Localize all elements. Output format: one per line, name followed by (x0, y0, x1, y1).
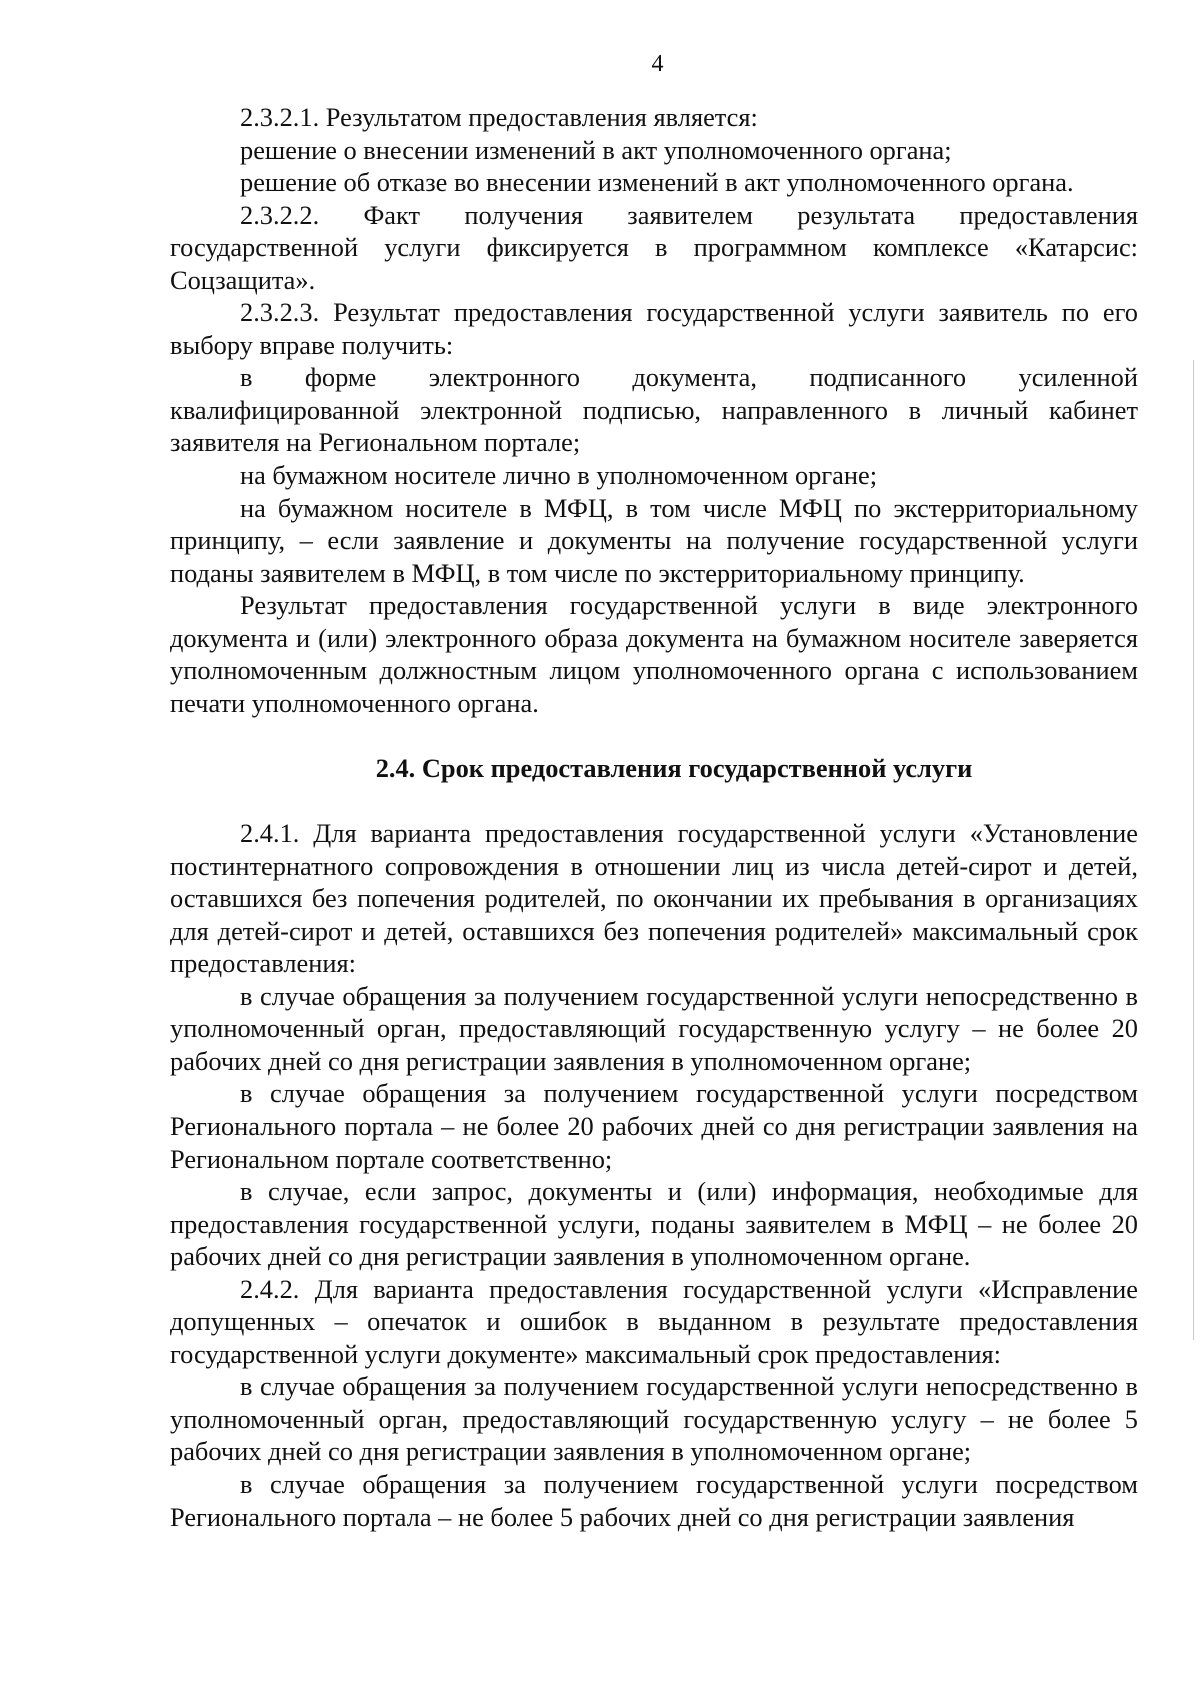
blank-line (170, 719, 1138, 752)
paragraph-2-4-2: 2.4.2. Для варианта предоставления государственной услуги «Исправление допущенных – опечаток и ошибок в выданном в результате предоставления государственной услуги документе» максимальный срок предоставления: (170, 1273, 1138, 1369)
paragraph-portal-20-days: в случае обращения за получением государственной услуги посредством Регионального портала – не более 20 рабочих дней со дня регистрации заявления на Региональном портале соответственно; (170, 1078, 1138, 1174)
paragraph-paper-mfc: на бумажном носителе в МФЦ, в том числе МФЦ по экстерриториальному принципу, – если заявление и документы на получение государственной услуги поданы заявителем в МФЦ, в том числе по экстерриториальному принципу. (170, 492, 1138, 588)
paragraph-direct-5-days: в случае обращения за получением государственной услуги непосредственно в уполномоченный орган, предоставляющий государственную услугу – не более 5 рабочих дней со дня регистрации заявления в уполномоченном органе; (170, 1371, 1138, 1467)
paragraph-paper-in-person: на бумажном носителе лично в уполномоченном органе; (240, 460, 878, 491)
paragraph-2-3-2-3: 2.3.2.3. Результат предоставления государственной услуги заявитель по его выбору вправе получить: (170, 297, 1138, 360)
paragraph-certification: Результат предоставления государственной услуги в виде электронного документа и (или) электронного образа документа на бумажном носителе заверяется уполномоченным должностным лицом уполномоченного органа с использованием печати уполномоченного органа. (170, 590, 1138, 718)
paragraph-result-refusal: решение об отказе во внесении изменений в акт уполномоченного органа. (240, 167, 1074, 198)
paragraph-electronic-form: в форме электронного документа, подписанного усиленной квалифицированной электронной подписью, направленного в личный кабинет заявителя на Региональном портале; (170, 362, 1138, 458)
paragraph-mfc-20-days: в случае, если запрос, документы и (или) информация, необходимые для предоставления государственной услуги, поданы заявителем в МФЦ – не более 20 рабочих дней со дня регистрации заявления в уполномоченном органе. (170, 1176, 1138, 1272)
section-heading-2-4: 2.4. Срок предоставления государственной услуги (375, 752, 973, 783)
paragraph-result-change: решение о внесении изменений в акт уполномоченного органа; (240, 134, 952, 165)
scan-edge-line (1193, 360, 1194, 1340)
paragraph-direct-20-days: в случае обращения за получением государственной услуги непосредственно в уполномоченный орган, предоставляющий государственную услугу – не более 20 рабочих дней со дня регистрации заявления в уполномоченном органе; (170, 980, 1138, 1076)
document-body (170, 101, 1138, 1533)
page-number: 4 (651, 51, 664, 77)
paragraph-2-3-2-1: 2.3.2.1. Результатом предоставления является: (240, 102, 758, 132)
blank-line (170, 784, 1138, 817)
paragraph-2-3-2-2: 2.3.2.2. Факт получения заявителем результата предоставления государственной услуги фиксируется в программном комплексе «Катарсис: Соцзащита». (170, 199, 1138, 295)
paragraph-portal-5-days: в случае обращения за получением государственной услуги посредством Регионального портала – не более 5 рабочих дней со дня регистрации заявления (170, 1468, 1138, 1532)
paragraph-2-4-1: 2.4.1. Для варианта предоставления государственной услуги «Установление постинтернатного сопровождения в отношении лиц из числа детей-сирот и детей, оставшихся без попечения родителей, по окончании их пребывания в организациях для детей-сирот и детей, оставшихся без попечения родителей» максимальный срок предоставления: (170, 818, 1138, 979)
